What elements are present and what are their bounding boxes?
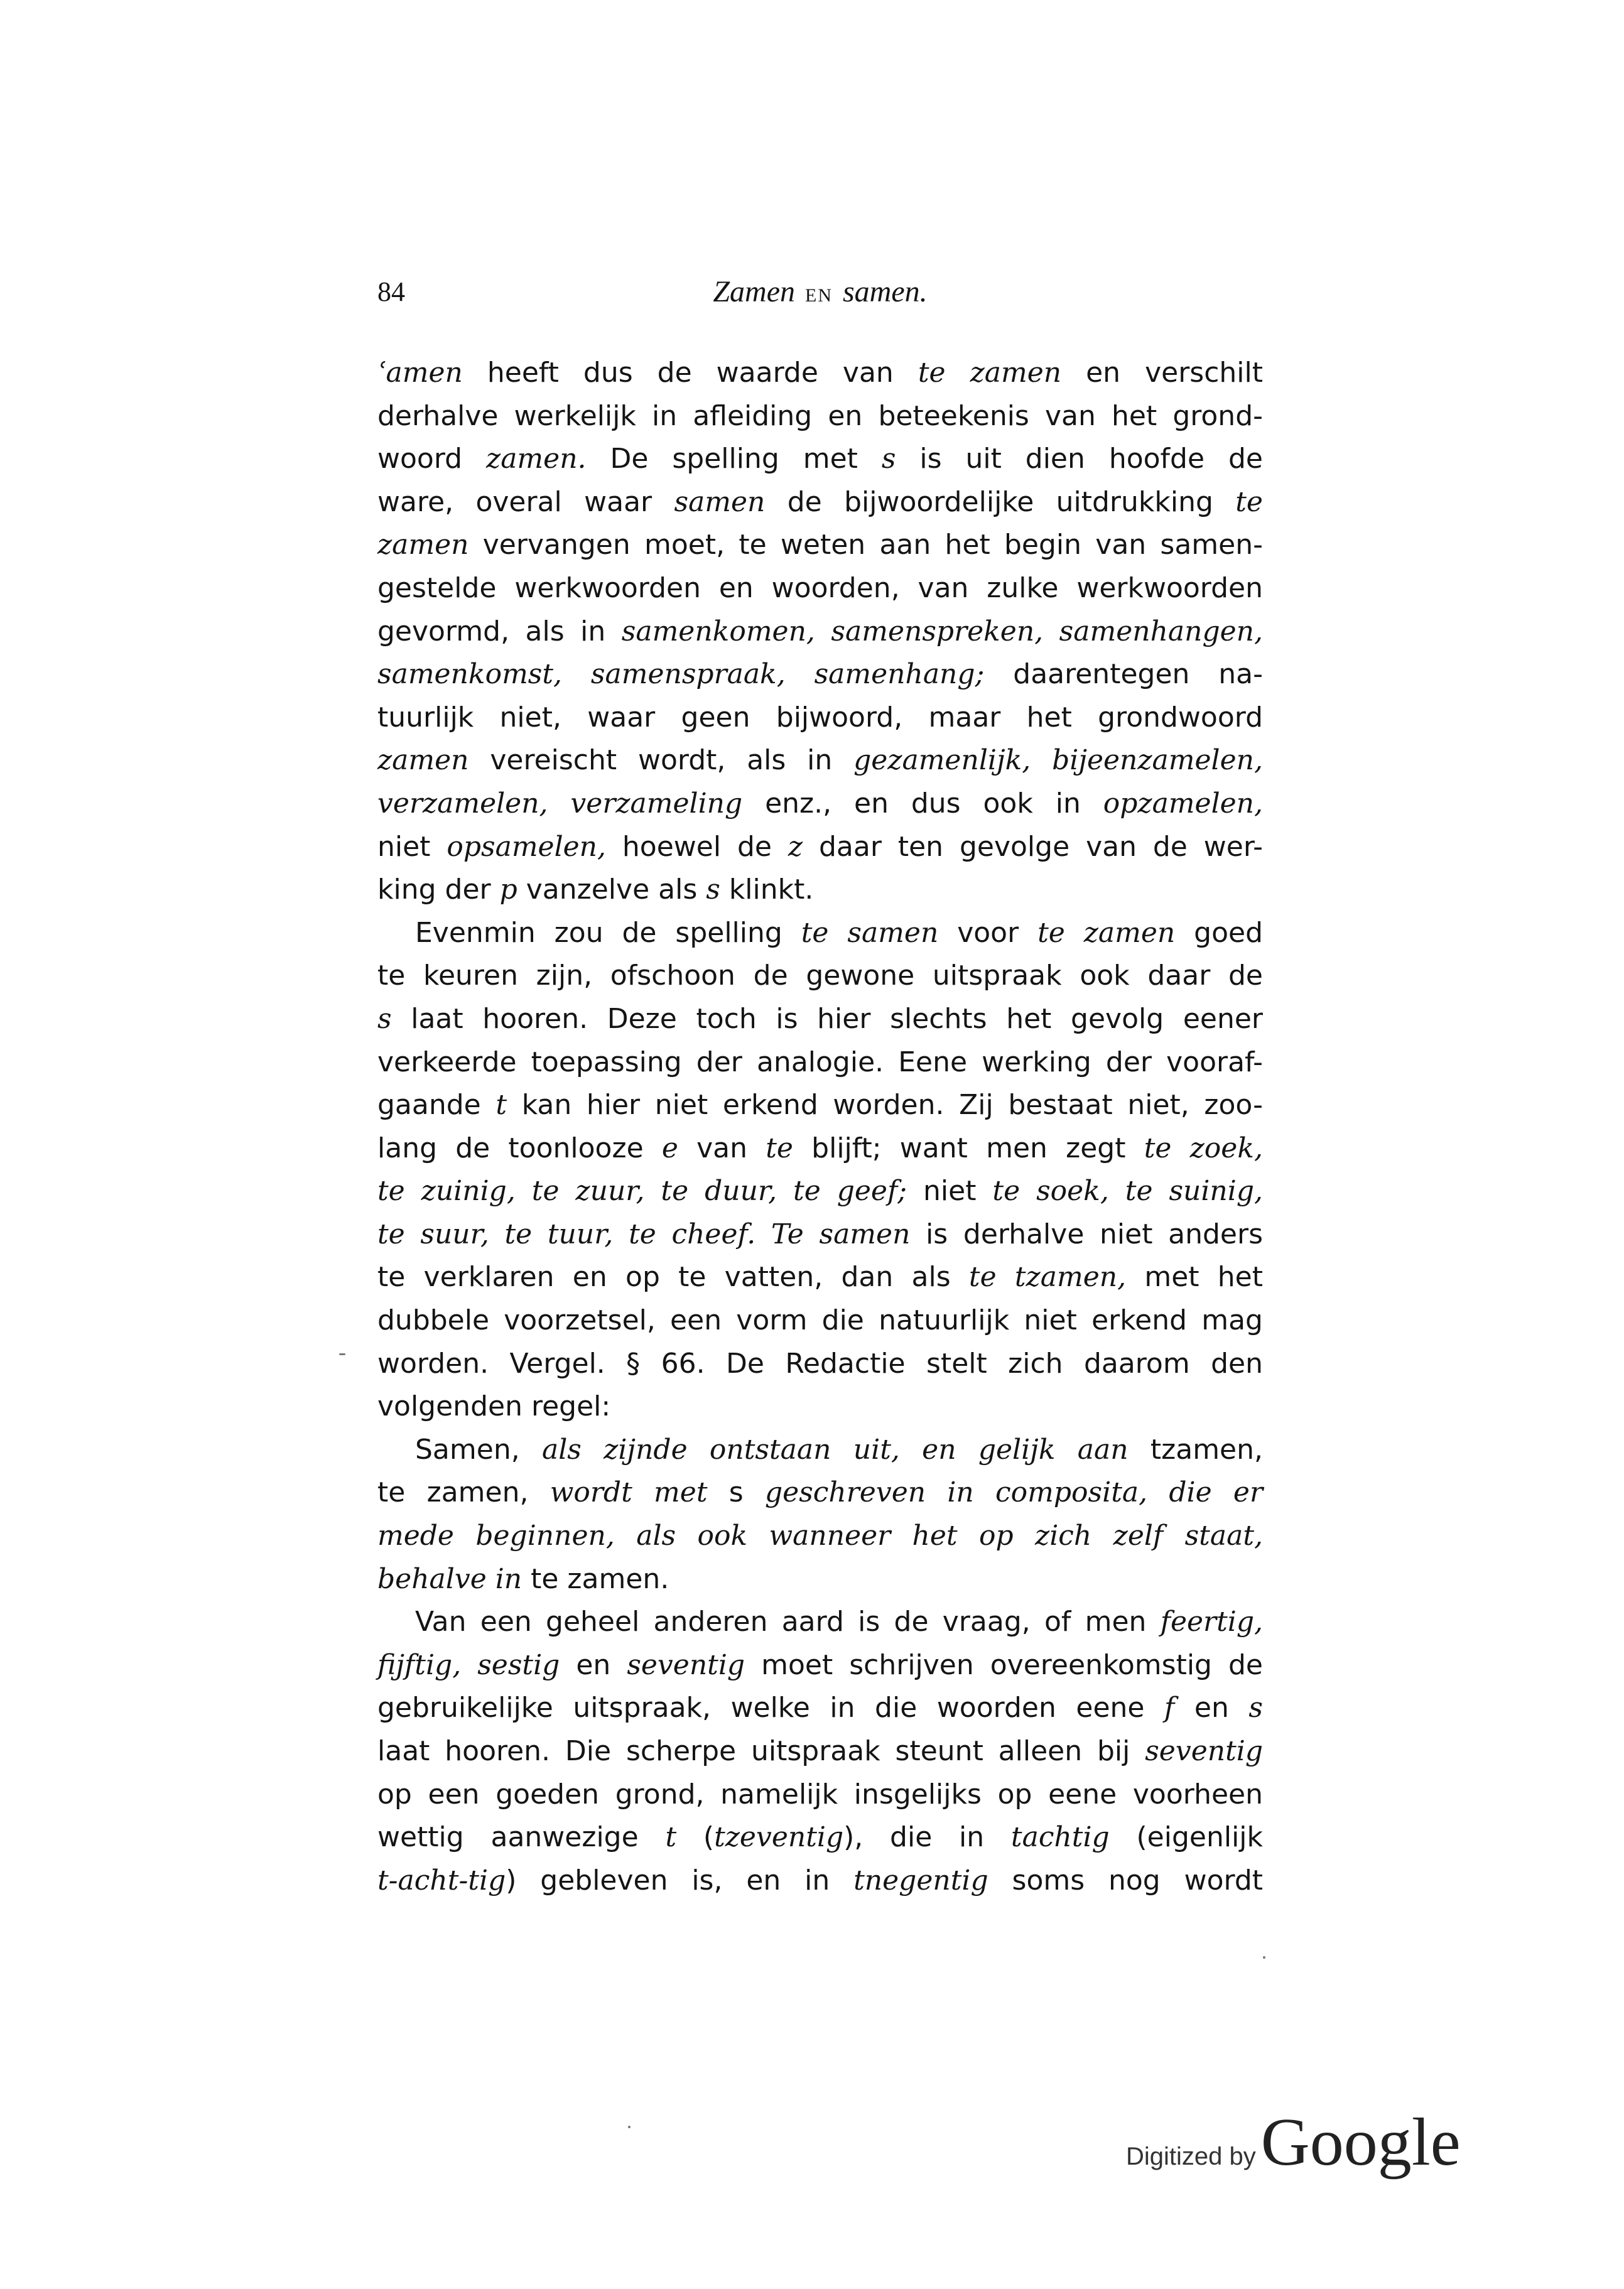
italic-text: te <box>1235 485 1263 518</box>
italic-text: feertig, <box>1160 1606 1263 1638</box>
text-span: king der <box>377 874 500 906</box>
running-title-connector: EN <box>805 285 833 306</box>
italic-text: verzamelen, verzameling <box>377 787 743 820</box>
text-span: vervangen moet, te weten aan het begin van samen- <box>468 529 1263 561</box>
digitized-watermark <box>1126 2104 1461 2179</box>
italic-text: s <box>881 443 896 475</box>
text-line <box>377 1687 1263 1730</box>
text-span: gestelde werkwoorden en woorden, van zulke werkwoorden <box>377 571 1263 604</box>
text-span: en <box>560 1648 627 1681</box>
text-line <box>377 1816 1263 1859</box>
text-span: te zamen. <box>522 1562 669 1595</box>
text-span: te zamen, <box>377 1476 550 1509</box>
text-span: derhalve werkelijk in afleiding en beteekenis van het grond- <box>377 399 1263 432</box>
text-line <box>377 1859 1263 1903</box>
italic-text: e <box>661 1132 678 1164</box>
text-span: worden. Vergel. § 66. De Redactie stelt zich daarom den <box>377 1347 1263 1380</box>
scan-speck <box>339 1353 345 1355</box>
italic-text: samen <box>674 485 766 518</box>
italic-text: gezamenlijk, bijeenzamelen, <box>853 744 1263 777</box>
text-span: laat hooren. Deze toch is hier slechts het gevolg eener <box>391 1002 1263 1035</box>
italic-text: te suur, te tuur, te cheef. Te samen <box>377 1218 911 1250</box>
text-span: kan hier niet erkend worden. Zij bestaat niet, zoo- <box>507 1089 1264 1122</box>
scan-speck <box>1263 1956 1265 1959</box>
text-line <box>377 524 1263 567</box>
italic-text: fijftig, sestig <box>377 1648 560 1681</box>
text-span: op een goeden grond, namelijk insgelijks op eene voorheen <box>377 1778 1263 1810</box>
text-span: ), die in <box>843 1821 1011 1854</box>
text-span: te verklaren en op te vatten, dan als <box>377 1261 969 1294</box>
text-span: enz., en dus ook in <box>742 787 1103 820</box>
text-line <box>377 869 1263 912</box>
text-line <box>377 696 1263 740</box>
text-line <box>377 653 1263 696</box>
text-span: vereischt wordt, als in <box>468 744 854 777</box>
text-line <box>377 1127 1263 1171</box>
page-number: 84 <box>377 276 405 307</box>
italic-text: t <box>495 1089 507 1122</box>
text-span: blijft; want men zegt <box>793 1132 1144 1164</box>
italic-text: mede beginnen, als ook wanneer het op zich zelf staat, <box>377 1520 1263 1552</box>
text-span: laat hooren. Die scherpe uitspraak steunt alleen bij <box>377 1735 1145 1767</box>
text-span: is uit dien hoofde de <box>896 443 1263 475</box>
text-span: is derhalve niet anders <box>910 1218 1264 1250</box>
italic-text: behalve in <box>377 1562 522 1595</box>
text-span: volgenden regel: <box>377 1390 611 1423</box>
italic-text: f <box>1164 1692 1175 1724</box>
text-span: tzamen, <box>1128 1433 1264 1466</box>
text-span: lang de toonlooze <box>377 1132 662 1164</box>
text-span: soms nog wordt <box>988 1864 1263 1897</box>
page-header <box>377 273 1263 311</box>
italic-text: te zamen <box>1037 916 1176 949</box>
italic-text: te soek, te suinig, <box>992 1175 1263 1208</box>
text-span: goed <box>1175 916 1263 949</box>
text-span: daarentegen na- <box>984 658 1263 691</box>
italic-text: te tzamen, <box>968 1261 1127 1294</box>
text-span: gevormd, als in <box>377 615 622 647</box>
text-span: gebruikelijke uitspraak, welke in die woorden eene <box>377 1692 1165 1724</box>
text-line <box>377 610 1263 654</box>
italic-text: z <box>788 830 803 863</box>
text-span: dubbele voorzetsel, een vorm die natuurlijk niet erkend mag <box>377 1304 1263 1337</box>
text-line <box>377 438 1263 481</box>
text-line <box>377 912 1263 955</box>
text-line <box>377 1730 1263 1773</box>
italic-text: s <box>706 874 720 906</box>
italic-text: t-acht-tig <box>377 1864 506 1897</box>
text-span: (eigenlijk <box>1109 1821 1263 1854</box>
text-span: klinkt. <box>720 874 814 906</box>
text-span: ( <box>676 1821 715 1854</box>
italic-text: s <box>377 1002 392 1035</box>
text-line <box>377 1558 1263 1601</box>
text-span: heeft dus de waarde van <box>462 357 918 389</box>
text-line <box>377 1429 1263 1472</box>
text-line <box>377 1515 1263 1558</box>
text-span: met het <box>1126 1261 1263 1294</box>
text-span: niet <box>377 830 447 863</box>
text-line <box>377 1256 1263 1299</box>
text-line <box>377 481 1263 524</box>
text-span: de bijwoordelijke uitdrukking <box>765 485 1236 518</box>
running-title-part2: samen. <box>843 275 928 308</box>
text-span: niet <box>907 1175 993 1208</box>
text-line <box>377 739 1263 782</box>
italic-text: seventig <box>627 1648 745 1681</box>
text-span: vanzelve als <box>517 874 706 906</box>
text-span: daar ten gevolge van de wer- <box>803 830 1263 863</box>
text-line <box>377 1773 1263 1817</box>
text-line <box>377 352 1263 395</box>
italic-text: seventig <box>1145 1735 1263 1767</box>
italic-text: te samen <box>801 916 939 949</box>
text-line <box>377 1170 1263 1213</box>
italic-text: te <box>766 1132 793 1164</box>
text-span: en <box>1174 1692 1249 1724</box>
text-line <box>377 1385 1263 1429</box>
italic-text: wordt met <box>549 1476 708 1509</box>
text-span: ) gebleven is, en in <box>506 1864 854 1897</box>
italic-text: ʿamen <box>377 357 463 389</box>
text-line <box>377 1471 1263 1515</box>
text-line <box>377 826 1263 869</box>
text-line <box>377 1213 1263 1257</box>
text-span: moet schrijven overeenkomstig de <box>745 1648 1263 1681</box>
italic-text: geschreven in composita, die er <box>765 1476 1264 1509</box>
text-span: s <box>707 1476 765 1509</box>
italic-text: zamen. <box>486 443 587 475</box>
text-line <box>377 1299 1263 1343</box>
body-text <box>377 352 1263 1902</box>
text-line <box>377 567 1263 610</box>
text-line <box>377 998 1263 1041</box>
text-span: Evenmin zou de spelling <box>415 916 801 949</box>
text-line <box>377 395 1263 438</box>
italic-text: te zuinig, te zuur, te duur, te geef; <box>377 1175 907 1208</box>
italic-text: p <box>499 874 517 906</box>
italic-text: s <box>1248 1692 1263 1724</box>
text-span: te keuren zijn, ofschoon de gewone uitspraak ook daar de <box>377 960 1263 992</box>
text-span: wettig aanwezige <box>377 1821 666 1854</box>
text-line <box>377 1041 1263 1085</box>
running-title-part1: Zamen <box>713 275 795 308</box>
google-logo: Google <box>1260 2105 1461 2180</box>
text-line <box>377 1343 1263 1386</box>
italic-text: zamen <box>377 529 469 561</box>
text-span: tuurlijk niet, waar geen bijwoord, maar het grondwoord <box>377 701 1263 733</box>
text-line <box>377 1601 1263 1644</box>
text-line <box>377 1084 1263 1127</box>
text-span: Van een geheel anderen aard is de vraag, of men <box>415 1606 1161 1638</box>
italic-text: opsamelen, <box>447 830 607 863</box>
text-line <box>377 782 1263 826</box>
italic-text: tachtig <box>1010 1821 1110 1854</box>
text-span: verkeerde toepassing der analogie. Eene werking der vooraf- <box>377 1046 1263 1078</box>
text-span: en verschilt <box>1061 357 1263 389</box>
italic-text: samenkomen, samenspreken, samenhangen, <box>621 615 1264 647</box>
text-span: ware, overal waar <box>377 485 674 518</box>
text-span: De spelling met <box>586 443 882 475</box>
italic-text: opzamelen, <box>1103 787 1264 820</box>
italic-text: als zijnde ontstaan uit, en gelijk aan <box>542 1433 1129 1466</box>
italic-text: te zoek, <box>1144 1132 1263 1164</box>
text-line <box>377 1644 1263 1687</box>
watermark-small-text: Digitized by <box>1126 2143 1256 2170</box>
running-title <box>377 273 1263 315</box>
text-span: Samen, <box>415 1433 542 1466</box>
italic-text: samenkomst, samenspraak, samenhang; <box>377 658 985 691</box>
italic-text: te zamen <box>918 357 1062 389</box>
text-span: woord <box>377 443 487 475</box>
text-line <box>377 955 1263 998</box>
text-span: voor <box>938 916 1038 949</box>
italic-text: zamen <box>377 744 469 777</box>
scan-speck <box>628 2126 631 2128</box>
text-span: van <box>678 1132 766 1164</box>
italic-text: t <box>665 1821 677 1854</box>
text-span: gaande <box>377 1089 496 1122</box>
italic-text: tzeventig <box>714 1821 844 1854</box>
text-span: hoewel de <box>606 830 788 863</box>
italic-text: tnegentig <box>853 1864 988 1897</box>
